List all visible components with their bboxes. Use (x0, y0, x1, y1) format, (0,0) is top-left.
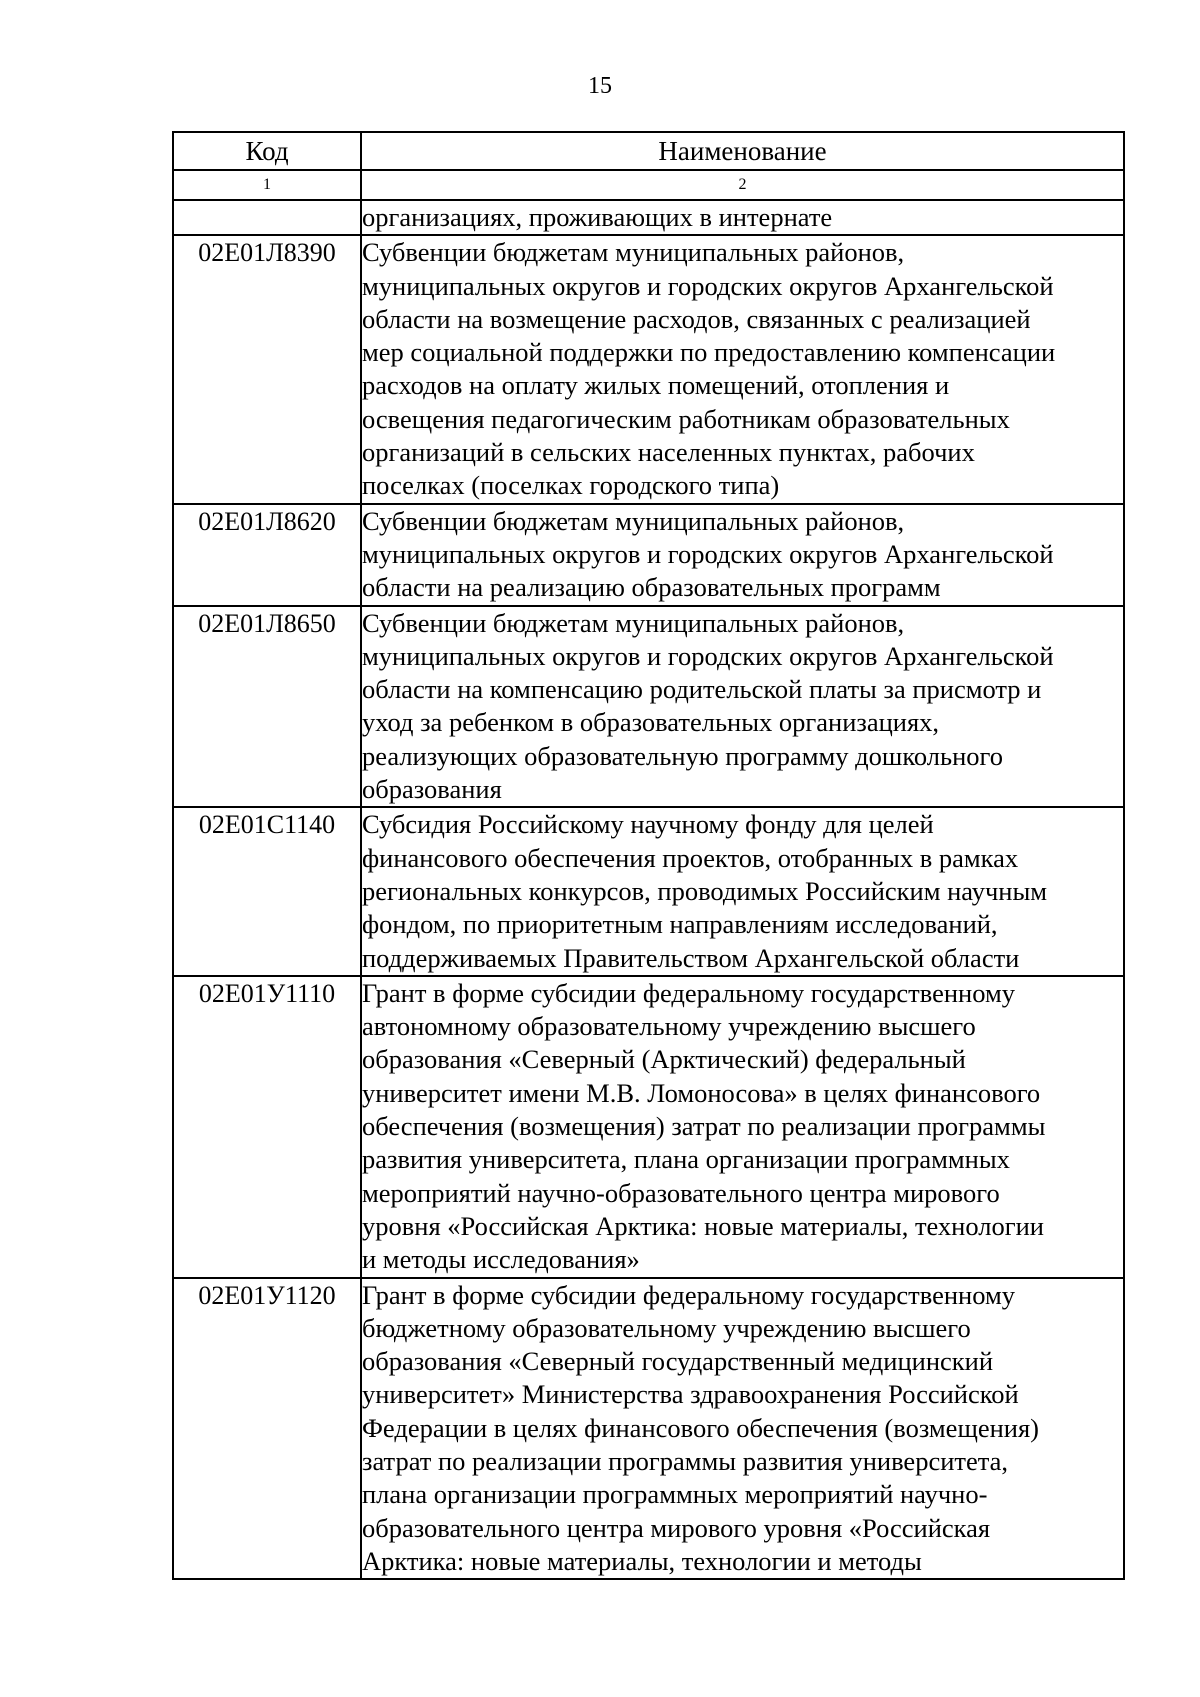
table-row (173, 200, 1124, 235)
row-name-line: реализующих образовательную программу дошкольного (362, 740, 1003, 771)
table-row (173, 235, 1124, 503)
row-name (361, 976, 1124, 1278)
row-name-line: поддерживаемых Правительством Архангельской области (362, 942, 1020, 973)
row-name-line: и методы исследования» (362, 1244, 640, 1275)
row-name (361, 200, 1124, 235)
row-name-line: плана организации программных мероприятий научно- (362, 1479, 988, 1510)
row-name-line: затрат по реализации программы развития университета, (362, 1445, 1009, 1476)
table-row (173, 1278, 1124, 1580)
row-name (361, 606, 1124, 808)
row-name-line: организаций в сельских населенных пунктах, рабочих (362, 437, 975, 468)
row-name-line: финансового обеспечения проектов, отобранных в рамках (362, 842, 1019, 873)
row-name-line: уход за ребенком в образовательных организациях, (362, 707, 940, 738)
page-number: 15 (588, 73, 612, 99)
row-name-line: Грант в форме субсидии федеральному государственному (362, 977, 1015, 1008)
row-name-line: Субвенции бюджетам муниципальных районов, (362, 607, 905, 638)
row-name-line: мер социальной поддержки по предоставлению компенсации (362, 337, 1056, 368)
row-name-line: образования (362, 774, 502, 805)
row-name (361, 807, 1124, 975)
row-name-line: муниципальных округов и городских округов Архангельской (362, 640, 1054, 671)
column-number-name: 2 (361, 170, 1124, 200)
row-code: 02Е01Л8620 (173, 504, 361, 606)
row-name-line: бюджетному образовательному учреждению высшего (362, 1312, 971, 1343)
row-code: 02Е01Л8650 (173, 606, 361, 808)
table-body (173, 200, 1124, 1579)
row-name-line: муниципальных округов и городских округов Архангельской (362, 270, 1054, 301)
row-name-line: области на возмещение расходов, связанных с реализацией (362, 303, 1031, 334)
row-name-line: образования «Северный государственный медицинский (362, 1346, 994, 1377)
row-name-line: региональных конкурсов, проводимых Российским научным (362, 875, 1048, 906)
column-number-code: 1 (173, 170, 361, 200)
column-header-name: Наименование (361, 132, 1124, 170)
row-name-line: поселках (поселках городского типа) (362, 470, 780, 501)
row-name-line: организациях, проживающих в интернате (362, 202, 833, 232)
row-name-line: обеспечения (возмещения) затрат по реализации программы (362, 1111, 1046, 1142)
row-name-line: уровня «Российская Арктика: новые материалы, технологии (362, 1210, 1044, 1241)
table-row (173, 976, 1124, 1278)
row-name-line: университет имени М.В. Ломоносова» в целях финансового (362, 1077, 1041, 1108)
row-name-line: мероприятий научно-образовательного центра мирового (362, 1177, 1000, 1208)
row-name-line: Субсидия Российскому научному фонду для целей (362, 809, 934, 840)
row-name (361, 504, 1124, 606)
row-name (361, 235, 1124, 503)
row-name-line: Федерации в целях финансового обеспечения (возмещения) (362, 1412, 1039, 1443)
row-name-line: освещения педагогическим работникам образовательных (362, 403, 1010, 434)
column-number-row (173, 170, 1124, 200)
row-name-line: муниципальных округов и городских округов Архангельской (362, 538, 1054, 569)
row-name-line: образования «Северный (Арктический) федеральный (362, 1044, 966, 1075)
budget-code-table (172, 131, 1125, 1580)
row-name-line: образовательного центра мирового уровня «Российская (362, 1512, 991, 1543)
row-name-line: Субвенции бюджетам муниципальных районов, (362, 505, 905, 536)
row-code: 02Е01У1120 (173, 1278, 361, 1580)
row-code (173, 200, 361, 235)
row-code: 02Е01У1110 (173, 976, 361, 1278)
table-row (173, 504, 1124, 606)
row-name-line: фондом, по приоритетным направлениям исследований, (362, 909, 998, 940)
column-header-code: Код (173, 132, 361, 170)
table-row (173, 606, 1124, 808)
row-name-line: развития университета, плана организации программных (362, 1144, 1010, 1175)
row-name-line: области на компенсацию родительской платы за присмотр и (362, 674, 1042, 705)
row-name-line: Грант в форме субсидии федеральному государственному (362, 1279, 1015, 1310)
row-name-line: университет» Министерства здравоохранения Российской (362, 1379, 1019, 1410)
row-name-line: автономному образовательному учреждению высшего (362, 1011, 976, 1042)
row-code: 02Е01С1140 (173, 807, 361, 975)
row-code: 02Е01Л8390 (173, 235, 361, 503)
row-name-line: расходов на оплату жилых помещений, отопления и (362, 370, 950, 401)
row-name-line: Субвенции бюджетам муниципальных районов, (362, 237, 905, 268)
row-name-line: Арктика: новые материалы, технологии и методы (362, 1545, 922, 1576)
row-name (361, 1278, 1124, 1580)
row-name-line: области на реализацию образовательных программ (362, 572, 941, 603)
table-row (173, 807, 1124, 975)
table-header-row (173, 132, 1124, 170)
